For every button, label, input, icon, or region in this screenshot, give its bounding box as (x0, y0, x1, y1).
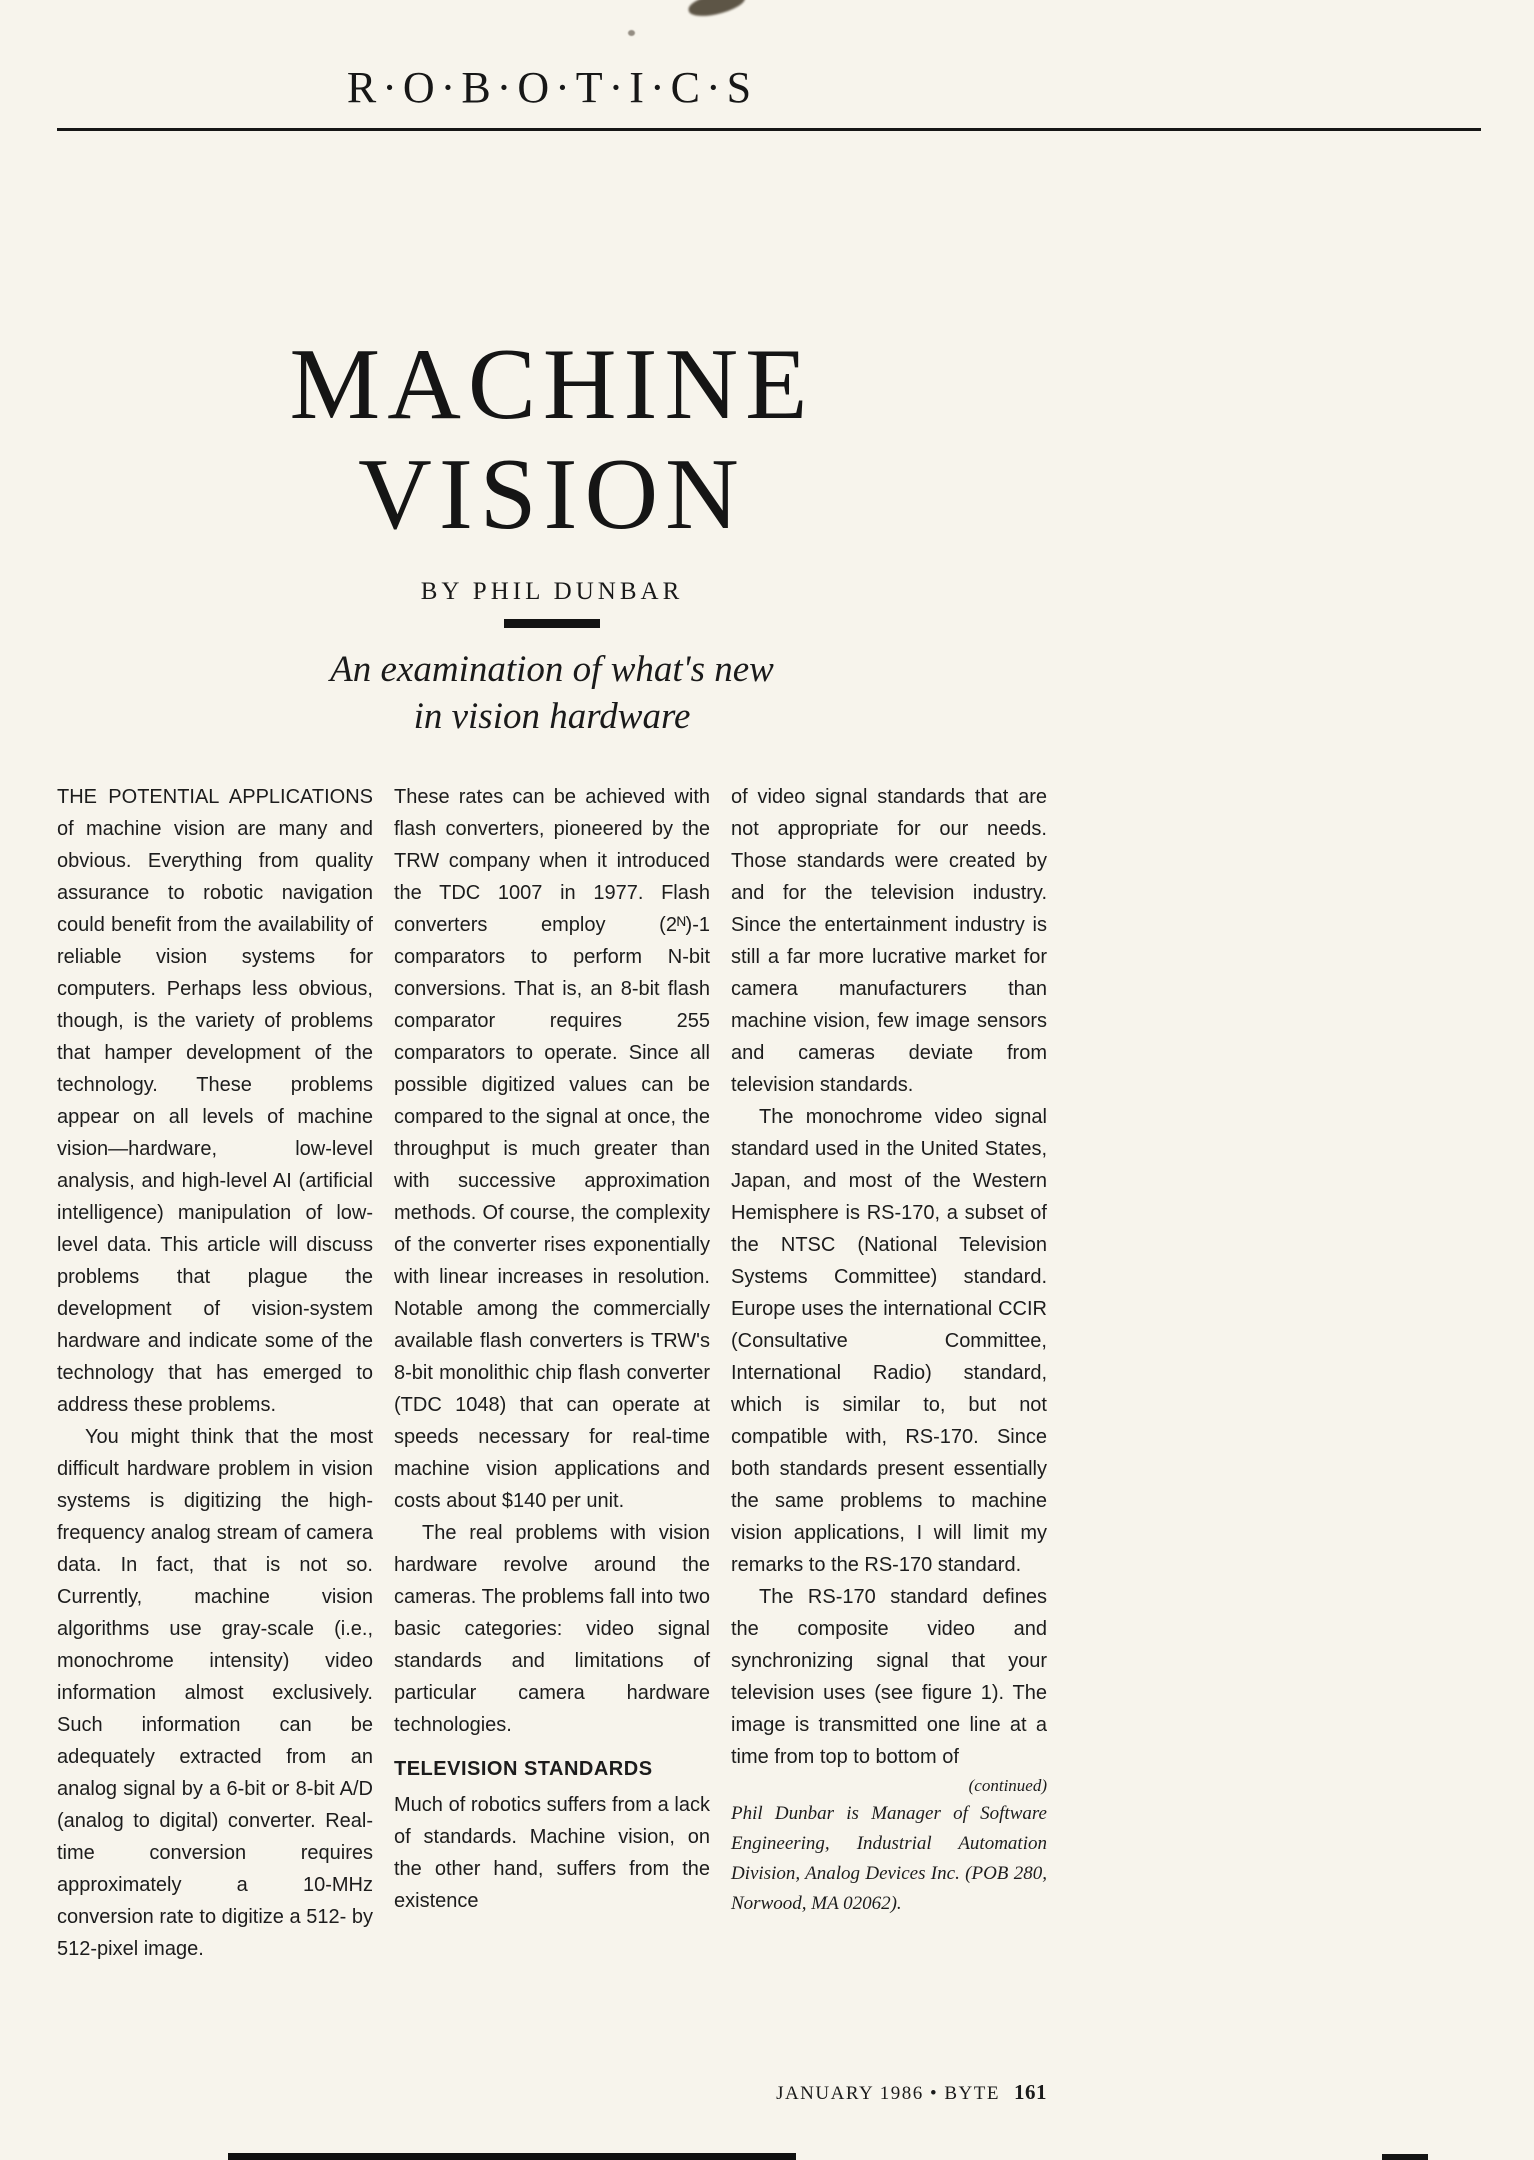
paragraph: The monochrome video signal standard used in the United States, Japan, and most of the Western Hemisphere is RS-170, a subset of the NTSC (National Television Systems Committee) standard. Europe uses the international CCIR (Consultative Committee, International Radio) standard, which is similar to, but not compatible with, RS-170. Since both standards present essentially the same problems to machine vision applications, I will limit my remarks to the RS-170 standard. (731, 1106, 1047, 1576)
paragraph: THE POTENTIAL APPLICATIONS of machine vision are many and obvious. Everything from quality assurance to robotic navigation could benefit from the availability of reliable vision systems for computers. Perhaps less obvious, though, is the variety of problems that hamper development of the technology. These problems appear on all levels of machine vision—hardware, low-level analysis, and high-level AI (artificial intelligence) manipulation of low-level data. This article will discuss problems that plague the development of vision-system hardware and indicate some of the technology that has emerged to address these problems. (57, 786, 373, 1416)
column-1 (57, 781, 373, 1965)
column-2 (394, 781, 710, 1965)
paragraph: The RS-170 standard defines the composite video and synchronizing signal that your television uses (see figure 1). The image is transmitted one line at a time from top to bottom of (731, 1586, 1047, 1768)
paragraph: of video signal standards that are not appropriate for our needs. Those standards were created by and for the television industry. Since the entertainment industry is still a far more lucrative market for camera manufacturers than machine vision, few image sensors and cameras deviate from television standards. (731, 786, 1047, 1096)
paragraph: Much of robotics suffers from a lack of standards. Machine vision, on the other hand, suffers from the existence (394, 1794, 710, 1912)
paragraph: These rates can be achieved with flash converters, pioneered by the TRW company when it introduced the TDC 1007 in 1977. Flash converters employ (2ᴺ)-1 comparators to perform N-bit conversions. That is, an 8-bit flash comparator requires 255 comparators to operate. Since all possible digitized values can be compared to the signal at once, the throughput is much greater than with successive approximation methods. Of course, the complexity of the converter rises exponentially with linear increases in resolution. Notable among the commercially available flash converters is TRW's 8-bit monolithic chip flash converter (TDC 1048) that can operate at speeds necessary for real-time machine vision applications and costs about $140 per unit. (394, 786, 710, 1512)
section-heading-television-standards: TELEVISION STANDARDS (394, 1758, 653, 1780)
footer-journal-date: JANUARY 1986 • BYTE (776, 2083, 1000, 2104)
scan-edge-artifact (228, 2153, 796, 2160)
section-header-robotics: R·O·B·O·T·I·C·S (346, 63, 758, 112)
page-footer (57, 2080, 1047, 2105)
column-3 (731, 781, 1047, 1965)
title-line-2: VISION (358, 438, 746, 551)
article-subtitle (57, 646, 1047, 740)
paragraph: The real problems with vision hardware revolve around the cameras. The problems fall into two basic categories: video signal standards and limitations of particular camera hardware technologies. (394, 1522, 710, 1736)
article-title (57, 330, 1047, 550)
page-number: 161 (1014, 2080, 1047, 2104)
article-content (57, 0, 1047, 1965)
subtitle-line-1: An examination of what's new (330, 649, 774, 690)
subtitle-line-2: in vision hardware (413, 696, 691, 737)
paragraph: You might think that the most difficult hardware problem in vision systems is digitizing the high-frequency analog stream of camera data. In fact, that is not so. Currently, machine vision algorithms use gray-scale (i.e., monochrome intensity) video information almost exclusively. Such information can be adequately extracted from an analog signal by a 6-bit or 8-bit A/D (analog to digital) converter. Real-time conversion requires approximately a 10-MHz conversion rate to digitize a 512- by 512-pixel image. (57, 1426, 373, 1960)
byline: BY PHIL DUNBAR (420, 578, 684, 605)
title-line-1: MACHINE (289, 328, 815, 441)
byline-rule (504, 619, 600, 628)
article-body (57, 781, 1047, 1965)
scan-edge-mark (1382, 2154, 1428, 2160)
author-bio: Phil Dunbar is Manager of Software Engineering, Industrial Automation Division, Analog Devices Inc. (POB 280, Norwood, MA 02062). (731, 1803, 1047, 1914)
continued-note: (continued) (968, 1776, 1047, 1795)
